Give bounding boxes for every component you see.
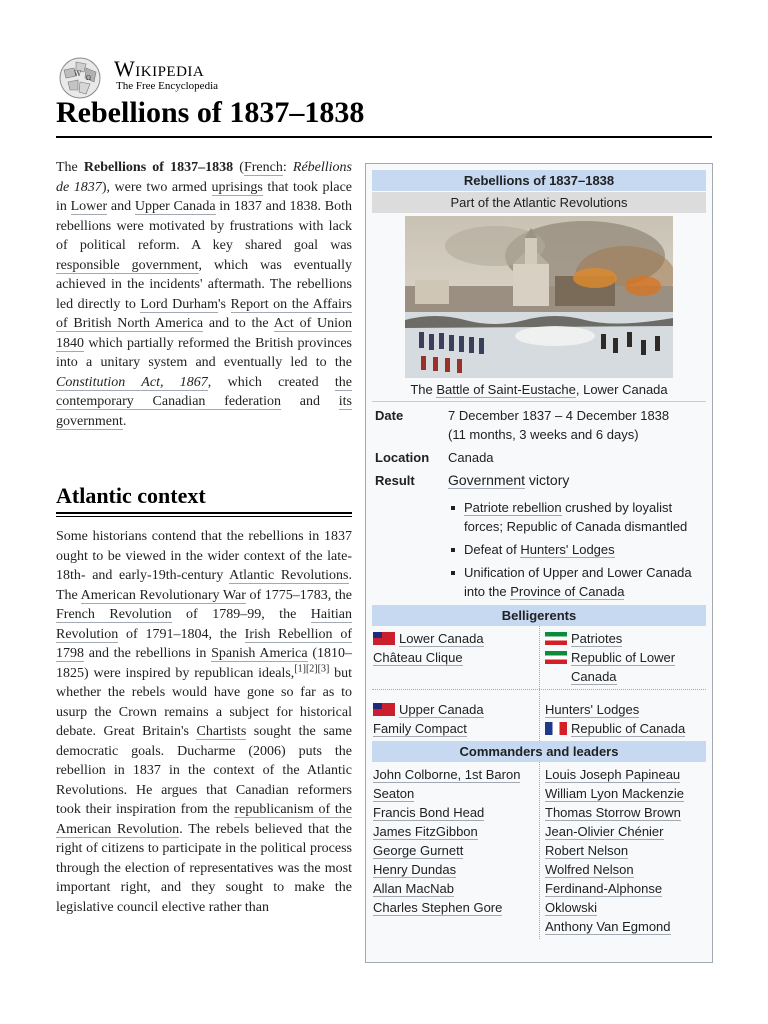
link-lord-durham[interactable]: Lord Durham	[140, 296, 219, 312]
lead-text: and	[280, 394, 339, 409]
atlantic-paragraph	[56, 527, 352, 917]
link-republicanism[interactable]: republicanism of the American Revolution	[56, 802, 353, 837]
infobox-separator	[372, 401, 706, 402]
link-commander[interactable]: Ferdinand-Alphonse Oklowski	[545, 881, 663, 915]
list-item	[464, 540, 712, 559]
link-family-compact[interactable]: Family Compact	[373, 721, 467, 736]
french-name: Rébellions de 1837	[56, 160, 352, 195]
link-upper-canada[interactable]: Upper Canada	[134, 199, 216, 214]
svg-text:Ω: Ω	[86, 75, 91, 82]
date-row	[372, 406, 706, 444]
lead-text: that took place in	[56, 179, 353, 214]
lead-text: , which created	[207, 374, 335, 390]
link-spanish-america[interactable]: Spanish America	[211, 646, 308, 661]
belligerents-row-1	[372, 626, 706, 689]
belligerents-heading: Belligerents	[372, 605, 706, 626]
lead-text: The	[56, 160, 84, 175]
belligerent-cell	[372, 690, 539, 741]
body-text: . The rebels believed that the right of citizens to participate in the political process through the election of representatives was the most important right, and they sought to make the legislative council elective rather than	[56, 821, 352, 915]
result-list	[366, 498, 712, 601]
link-commander[interactable]: Robert Nelson	[545, 843, 629, 858]
result-item-text: Unification of Upper and Lower Canada into the	[464, 565, 692, 599]
link-haitian-revolution[interactable]: Haitian Revolution	[56, 607, 352, 642]
patriote-flag-icon	[545, 632, 567, 645]
result-item-text: crushed by loyalist forces; Republic of Canada dismantled	[464, 500, 688, 534]
result-label: Result	[375, 473, 415, 488]
lead-bold-title: Rebellions of 1837–1838	[83, 160, 234, 175]
section-heading-atlantic: Atlantic context	[56, 483, 206, 508]
battle-painting-image	[405, 216, 673, 378]
lead-text: and to the	[203, 316, 274, 331]
red-ensign-flag-icon	[373, 703, 395, 716]
lead-text: 's	[218, 296, 231, 312]
link-battle-saint-eustache[interactable]: Battle of Saint-Eustache	[436, 382, 576, 397]
battle-painting[interactable]	[405, 216, 673, 378]
caption-text: The	[410, 382, 437, 397]
belligerents-row-2	[372, 689, 706, 741]
link-french-revolution[interactable]: French Revolution	[56, 607, 172, 622]
link-lower-canada-belligerent[interactable]: Lower Canada	[399, 631, 484, 646]
link-government[interactable]: Government	[448, 472, 526, 488]
lead-text: ), were two armed	[101, 179, 212, 195]
infobox-subtitle[interactable]: Part of the Atlantic Revolutions	[372, 192, 706, 213]
link-constitution-act[interactable]: Constitution Act, 1867	[56, 374, 208, 390]
site-wordmark[interactable]: Wikipedia	[114, 56, 205, 81]
page-title: Rebellions of 1837–1838	[56, 96, 365, 129]
link-lower-canada[interactable]: Lower	[70, 199, 108, 214]
site-tagline: The Free Encyclopedia	[116, 80, 219, 92]
link-republic-lower-canada[interactable]: Republic of Lower Canada	[571, 650, 676, 684]
link-commander[interactable]: Henry Dundas	[373, 862, 457, 877]
result-text: victory	[525, 472, 570, 488]
lead-text: which partially reformed the British provinces into a unitary system and eventually led to the	[56, 335, 352, 370]
image-caption	[366, 380, 712, 399]
link-commander[interactable]: Anthony Van Egmond	[545, 919, 671, 934]
lead-text: in 1837 and 1838. Both rebellions were motivated by frustrations with lack of political reform. A key shared goal was	[56, 199, 353, 253]
link-atlantic-revolutions[interactable]: Atlantic Revolutions	[229, 568, 349, 583]
link-commander[interactable]: John Colborne, 1st Baron Seaton	[373, 767, 521, 801]
patriote-flag-icon	[545, 651, 567, 664]
body-text: of 1775–1783, the	[245, 587, 353, 603]
body-text: of 1789–99, the	[171, 607, 311, 622]
link-republic-of-canada[interactable]: Republic of Canada	[571, 721, 686, 736]
date-label: Date	[375, 408, 404, 423]
commanders-heading: Commanders and leaders	[372, 741, 706, 762]
belligerent-cell	[539, 626, 706, 689]
link-commander[interactable]: Wolfred Nelson	[545, 862, 634, 877]
link-commander[interactable]: Louis Joseph Papineau	[545, 767, 681, 782]
citation-refs[interactable]: [1][2][3]	[294, 662, 330, 674]
commanders-right	[539, 762, 706, 939]
date-duration: (11 months, 3 weeks and 6 days)	[448, 427, 639, 442]
link-upper-canada-belligerent[interactable]: Upper Canada	[399, 702, 484, 717]
link-commander[interactable]: Charles Stephen Gore	[373, 900, 503, 915]
link-french[interactable]: French	[243, 160, 283, 175]
link-chateau-clique[interactable]: Château Clique	[373, 650, 463, 665]
list-item	[464, 563, 712, 601]
link-commander[interactable]: George Gurnett	[373, 843, 464, 858]
lead-section	[56, 158, 352, 431]
location-row	[372, 448, 706, 467]
date-value	[448, 406, 706, 444]
link-american-revolutionary-war[interactable]: American Revolutionary War	[80, 587, 246, 603]
commanders-left	[372, 762, 539, 939]
republic-of-canada-flag-icon	[545, 722, 567, 735]
atlantic-section	[56, 527, 352, 917]
belligerent-cell	[372, 626, 539, 689]
date-range: 7 December 1837 – 4 December 1838	[448, 408, 670, 423]
link-its-government[interactable]: its government	[56, 394, 352, 429]
location-label: Location	[375, 450, 430, 465]
body-text: (1810–1825) were inspired by republican ideals,	[56, 646, 352, 681]
lead-text: and	[107, 199, 135, 214]
link-uprisings[interactable]: uprisings	[211, 179, 263, 195]
link-commander[interactable]: Allan MacNab	[373, 881, 454, 896]
lead-text: :	[282, 160, 293, 175]
link-commander[interactable]: William Lyon Mackenzie	[545, 786, 684, 801]
result-item-text: Defeat of	[464, 542, 521, 557]
list-item	[464, 498, 712, 536]
link-act-of-union[interactable]: Act of Union 1840	[56, 316, 352, 351]
red-ensign-flag-icon	[373, 632, 395, 645]
wikipedia-globe-logo[interactable]	[56, 56, 104, 100]
body-text: and the rebellions in	[84, 646, 212, 661]
link-commander[interactable]: Thomas Storrow Brown	[545, 805, 681, 820]
infobox	[365, 163, 713, 963]
link-durham-report[interactable]: Report on the Affairs of British North America	[56, 296, 352, 331]
link-chartists[interactable]: Chartists	[196, 724, 247, 739]
result-row	[372, 471, 706, 490]
section-divider	[56, 512, 352, 517]
body-text: . The	[56, 568, 352, 603]
belligerent-cell	[539, 690, 706, 741]
caption-text: , Lower Canada	[575, 382, 668, 397]
link-patriotes[interactable]: Patriotes	[571, 631, 623, 646]
title-divider	[56, 136, 712, 138]
link-hunters-lodges[interactable]: Hunters' Lodges	[520, 542, 615, 557]
link-irish-rebellion[interactable]: Irish Rebellion of 1798	[56, 626, 352, 661]
body-text: of 1791–1804, the	[118, 626, 245, 642]
link-canadian-federation[interactable]: the contemporary Canadian federation	[56, 374, 353, 409]
link-responsible-government[interactable]: responsible government	[56, 257, 199, 273]
link-patriote-rebellion[interactable]: Patriote rebellion	[464, 500, 562, 515]
body-text: Some historians contend that the rebellions in 1837 ought to be viewed in the wider context of the late-18th- and early-19th-century	[56, 529, 352, 583]
lead-text: .	[122, 413, 127, 429]
body-text: sought the same democratic goals. Ducharme (2006) puts the rebellion in 1837 in the context of the Atlantic Revolutions. He argues that Canadian reformers took their inspiration from the	[56, 724, 352, 817]
lead-text: , which was eventually achieved in the incidents' aftermath. The rebellions led directly to	[56, 257, 352, 312]
link-commander[interactable]: Francis Bond Head	[373, 805, 485, 820]
lead-text: (	[233, 160, 244, 175]
lead-paragraph	[56, 158, 352, 431]
link-commander[interactable]: James FitzGibbon	[373, 824, 478, 839]
link-province-of-canada[interactable]: Province of Canada	[510, 584, 625, 599]
result-value	[448, 471, 706, 490]
infobox-title: Rebellions of 1837–1838	[372, 170, 706, 191]
link-commander[interactable]: Jean-Olivier Chénier	[545, 824, 664, 839]
svg-text:W: W	[74, 70, 82, 78]
location-value: Canada	[448, 450, 494, 465]
body-text: but whether the rebels would have gone so far as to usurp the Crown remains a subject for historical debate. Great Britain's	[56, 665, 352, 739]
commanders-row	[372, 762, 706, 939]
link-hunters-lodges-belligerent[interactable]: Hunters' Lodges	[545, 702, 640, 717]
